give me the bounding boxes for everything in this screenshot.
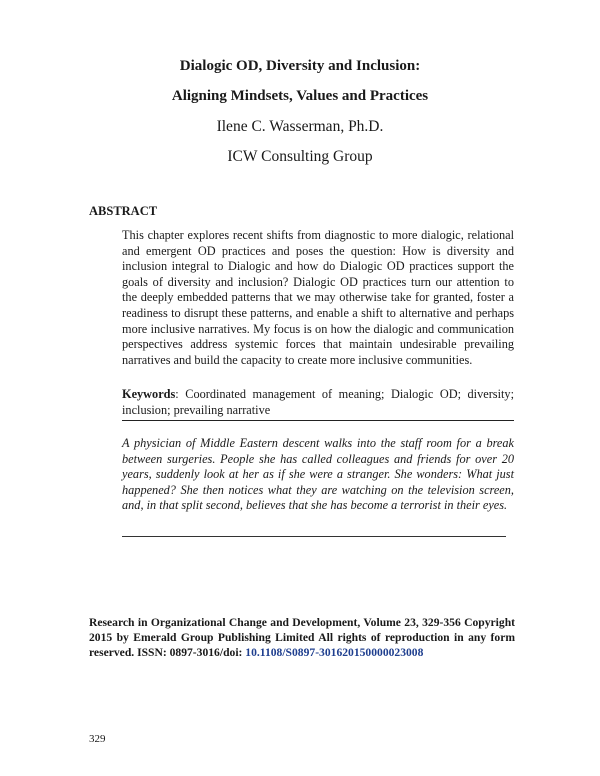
abstract-body: This chapter explores recent shifts from diagnostic to more dialogic, relational and emergent OD practices and poses the question: How is diversity and inclusion integral to Dialogic and how do Dialogic OD practices support the goals of diversity and inclusion? Dialogic OD practices turn our attention to the deeply embedded patterns that we may otherwise take for granted, foster a readiness to disrupt these patterns, and enable a shift to alternative and perhaps more inclusive narratives. My focus is on how the dialogic and communication perspectives address systemic forces that maintain undesirable prevailing narratives and build the capacity to create more inclusive communities. <box>122 228 514 367</box>
paper-title-line-2: Aligning Mindsets, Values and Practices <box>171 88 429 104</box>
author-organization: ICW Consulting Group <box>227 148 373 165</box>
keywords <box>122 387 514 421</box>
paper-title-line-1: Dialogic OD, Diversity and Inclusion: <box>179 58 421 74</box>
keywords-text: : Coordinated management of meaning; Dialogic OD; diversity; inclusion; prevailing narrative <box>122 387 514 417</box>
doi-link[interactable]: 10.1108/S0897-301620150000023008 <box>245 646 424 659</box>
citation-text: Research in Organizational Change and Development, Volume 23, 329-356 Copyright 2015 by Emerald Group Publishing Limited All rights of reproduction in any form reserved. ISSN: 0897-3016/doi: <box>89 616 515 659</box>
citation-block <box>89 615 515 660</box>
abstract-heading: ABSTRACT <box>89 204 158 218</box>
keywords-label: Keywords <box>122 387 176 401</box>
page-number: 329 <box>89 733 106 745</box>
vignette-divider <box>122 536 506 537</box>
author-name: Ilene C. Wasserman, Ph.D. <box>216 118 384 135</box>
opening-vignette: A physician of Middle Eastern descent walks into the staff room for a break between surgeries. People she has called colleagues and friends for over 20 years, suddenly look at her as if she were a stranger. She wonders: What just happened? She then notices what they are watching on the television screen, and, in that split second, believes that she has become a terrorist in their eyes. <box>122 436 514 513</box>
